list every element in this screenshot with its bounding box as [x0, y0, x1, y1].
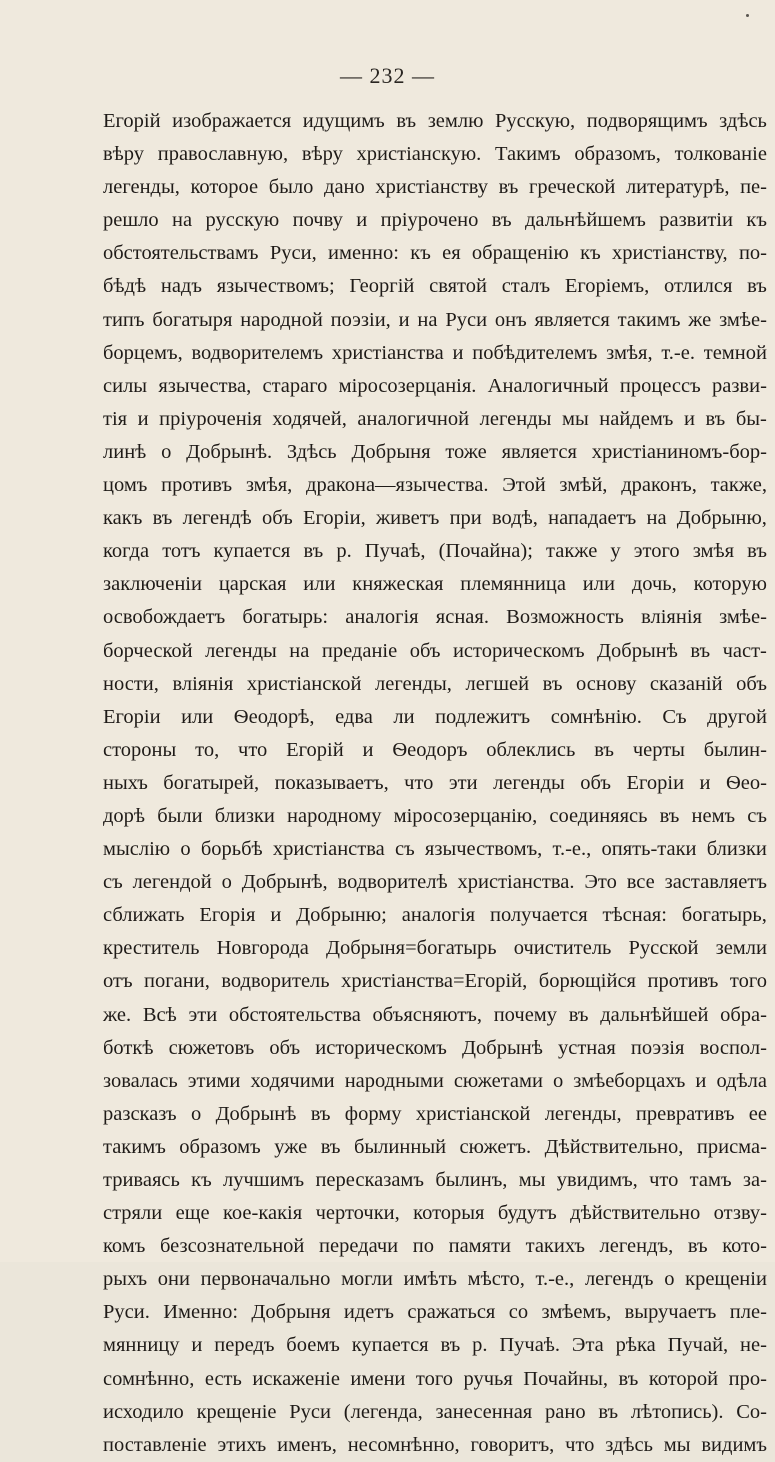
text-line: обстоятельствамъ Руси, именно: къ ея обращенію къ христіанству, по- [103, 242, 767, 265]
text-line: вѣру православную, вѣру христіанскую. Такимъ образомъ, толкованіе [103, 143, 767, 166]
text-line: сближать Егорія и Добрыню; аналогія получается тѣсная: богатырь, [103, 904, 767, 927]
text-line: такимъ образомъ уже въ былинный сюжетъ. Дѣйствительно, присма- [103, 1135, 767, 1158]
text-line: же. Всѣ эти обстоятельства объясняютъ, почему въ дальнѣйшей обра- [103, 1003, 767, 1026]
text-line: рыхъ они первоначально могли имѣть мѣсто, т.-е., легендъ о крещеніи [103, 1268, 767, 1291]
text-line: поставленіе этихъ именъ, несомнѣнно, говоритъ, что здѣсь мы видимъ [103, 1433, 767, 1456]
text-line: типъ богатыря народной поэзіи, и на Руси онъ является такимъ же змѣе- [103, 308, 767, 331]
text-line: сомнѣнно, есть искаженіе имени того ручья Почайны, въ которой про- [103, 1367, 767, 1390]
text-line: мянницу и передъ боемъ купается въ р. Пучаѣ. Эта рѣка Пучай, не- [103, 1334, 767, 1357]
text-line: борческой легенды на преданіе объ историческомъ Добрынѣ въ част- [103, 639, 767, 662]
text-line: зовалась этими ходячими народными сюжетами о змѣеборцахъ и одѣла [103, 1069, 767, 1092]
text-line: разсказъ о Добрынѣ въ форму христіанской легенды, превративъ ее [103, 1102, 767, 1125]
text-line: триваясь къ лучшимъ пересказамъ былинъ, мы увидимъ, что тамъ за- [103, 1169, 767, 1191]
page-number: — 232 — [340, 63, 435, 88]
text-line: какъ въ легендѣ объ Егоріи, живетъ при водѣ, нападаетъ на Добрыню, [103, 507, 767, 530]
body-text [103, 105, 767, 1462]
text-line: стряли еще кое-какія черточки, которыя будутъ дѣйствительно отзву- [103, 1202, 767, 1225]
text-line: боткѣ сюжетовъ объ историческомъ Добрынѣ устная поэзія воспол- [103, 1036, 767, 1059]
text-line: креститель Новгорода Добрыня=богатырь очиститель Русской земли [103, 937, 767, 960]
text-line: тія и пріуроченія ходячей, аналогичной легенды мы найдемъ и въ бы- [103, 407, 767, 430]
text-line: линѣ о Добрынѣ. Здѣсь Добрыня тоже является христіаниномъ-бор- [103, 440, 767, 463]
text-line: съ легендой о Добрынѣ, водворителѣ христіанства. Это все заставляетъ [103, 871, 767, 894]
text-line: освобождаетъ богатырь: аналогія ясная. Возможность вліянія змѣе- [103, 606, 767, 629]
print-speck [746, 14, 749, 17]
text-line: когда тотъ купается въ р. Пучаѣ, (Почайна); также у этого змѣя въ [103, 540, 767, 563]
text-line: Егорій изображается идущимъ въ землю Русскую, подворящимъ здѣсь [103, 110, 767, 132]
text-line: заключеніи царская или княжеская племянница или дочь, которую [103, 573, 767, 596]
text-line: стороны то, что Егорій и Ѳеодоръ облеклись въ черты былин- [103, 738, 767, 761]
text-line: цомъ противъ змѣя, дракона—язычества. Этой змѣй, драконъ, также, [103, 474, 767, 497]
text-line: легенды, которое было дано христіанству въ греческой литературѣ, пе- [103, 176, 767, 199]
text-line: дорѣ были близки народному міросозерцанію, соединяясь въ немъ съ [103, 804, 767, 827]
text-line: исходило крещеніе Руси (легенда, занесенная рано въ лѣтопись). Со- [103, 1400, 767, 1423]
text-line: ности, вліянія христіанской легенды, легшей въ основу сказаній объ [103, 672, 767, 695]
text-line: решло на русскую почву и пріурочено въ дальнѣйшемъ развитіи къ [103, 209, 767, 232]
text-line: ныхъ богатырей, показываетъ, что эти легенды объ Егоріи и Ѳео- [103, 771, 767, 794]
text-line: Егоріи или Ѳеодорѣ, едва ли подлежитъ сомнѣнію. Съ другой [103, 705, 767, 728]
text-line: борцемъ, водворителемъ христіанства и побѣдителемъ змѣя, т.-е. темной [103, 341, 767, 364]
text-line: мыслію о борьбѣ христіанства съ язычествомъ, т.-е., опять-таки близки [103, 838, 767, 861]
text-line: отъ погани, водворитель христіанства=Егорій, борющійся противъ того [103, 970, 767, 993]
text-line: комъ безсознательной передачи по памяти такихъ легендъ, въ кото- [103, 1235, 767, 1258]
text-line: силы язычества, стараго міросозерцанія. Аналогичный процессъ разви- [103, 374, 767, 397]
text-line: бѣдѣ надъ язычествомъ; Георгій святой сталъ Егоріемъ, отлился въ [103, 275, 767, 298]
text-line: Руси. Именно: Добрыня идетъ сражаться со змѣемъ, выручаетъ пле- [103, 1301, 767, 1324]
